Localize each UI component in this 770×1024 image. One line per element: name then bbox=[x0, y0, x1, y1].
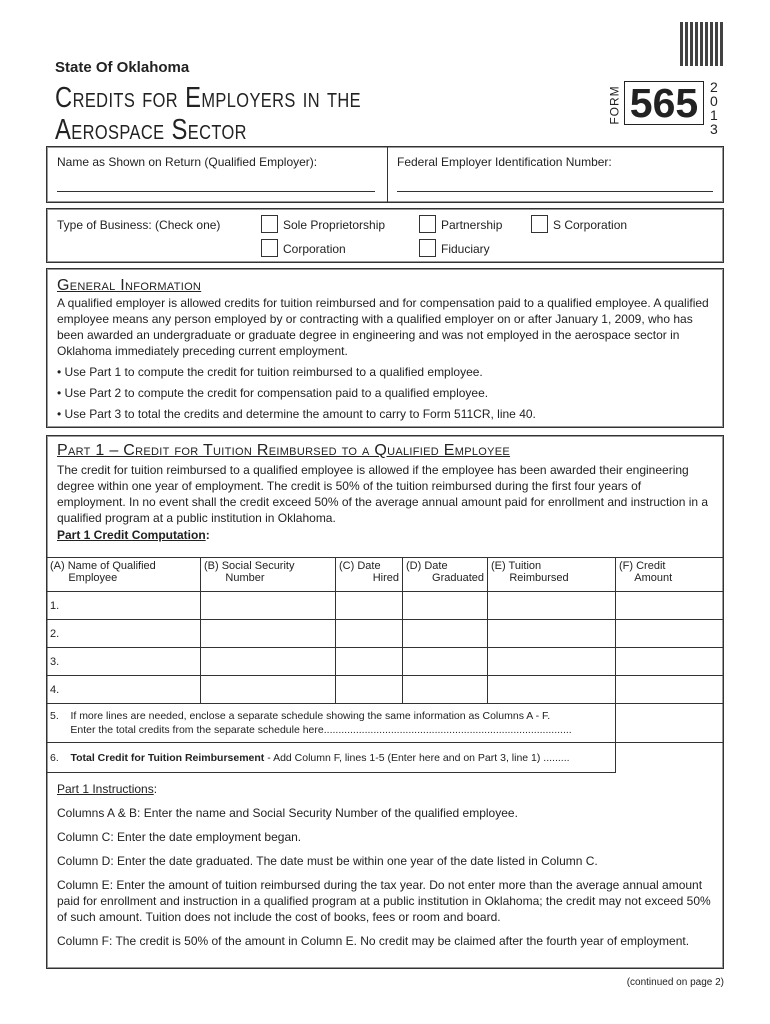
row2-ssn[interactable] bbox=[201, 620, 336, 648]
row3-graduated[interactable] bbox=[403, 648, 488, 676]
s-corporation-checkbox[interactable] bbox=[531, 215, 548, 233]
col-e-header: (E) Tuition Reimbursed bbox=[488, 558, 616, 592]
employer-name-label: Name as Shown on Return (Qualified Employer): bbox=[57, 155, 318, 169]
part1-credit-table bbox=[46, 557, 724, 773]
business-type-label: Type of Business: (Check one) bbox=[57, 218, 221, 232]
col-d-header: (D) Date Graduated bbox=[403, 558, 488, 592]
form-title-line2: Aerospace Sector bbox=[55, 114, 247, 146]
row1-ssn[interactable] bbox=[201, 592, 336, 620]
form-year: 2013 bbox=[710, 79, 718, 137]
fein-field[interactable] bbox=[397, 191, 713, 192]
row1-hired[interactable] bbox=[336, 592, 403, 620]
bullet-part2: • Use Part 2 to compute the credit for compensation paid to a qualified employee. bbox=[57, 386, 489, 400]
part1-heading: Part 1 – Credit for Tuition Reimbursed to a Qualified Employee bbox=[57, 442, 511, 459]
line6-row bbox=[47, 743, 724, 773]
line5-text: 5. If more lines are needed, enclose a separate schedule showing the same information as Columns A - F. Enter the total credits from the separate schedule here..................................................................................... bbox=[47, 704, 616, 743]
table-row bbox=[47, 592, 724, 620]
part1-instructions bbox=[57, 781, 717, 957]
instruction-columns-ab: Columns A & B: Enter the name and Social Security Number of the qualified employee. bbox=[57, 806, 518, 820]
general-information-text: A qualified employer is allowed credits for tuition reimbursed and for compensation paid to a qualified employee. A qualified employee means any person employed by or contracting with a qualified employer on or after January 1, 2009, who has been awarded an undergraduate or graduate degree in engineering and was not employed in the aerospace sector in Oklahoma immediately preceding current employment. bbox=[57, 296, 709, 358]
instruction-column-f: Column F: The credit is 50% of the amount in Column E. No credit may be claimed after the fourth year of employment. bbox=[57, 934, 690, 948]
row4-hired[interactable] bbox=[336, 676, 403, 704]
partnership-label: Partnership bbox=[441, 218, 503, 232]
partnership-checkbox[interactable] bbox=[419, 215, 436, 233]
form-number: 565 bbox=[624, 81, 704, 125]
employer-name-field[interactable] bbox=[57, 191, 375, 192]
row4-graduated[interactable] bbox=[403, 676, 488, 704]
row2-name[interactable]: 2. bbox=[47, 620, 201, 648]
row4-name[interactable]: 4. bbox=[47, 676, 201, 704]
table-row bbox=[47, 648, 724, 676]
sole-proprietorship-label: Sole Proprietorship bbox=[283, 218, 386, 232]
general-information-heading: General Information bbox=[57, 277, 202, 294]
part1-text: The credit for tuition reimbursed to a qualified employee is allowed if the employee has been awarded their engineering degree within one year of employment. The credit is 50% of the tuition reimbursed during the first four years of employment. In no event shall the credit exceed 50% of the average annual amount paid for enrollment and instruction in a qualified program at a public institution in Oklahoma. bbox=[57, 463, 709, 525]
row3-hired[interactable] bbox=[336, 648, 403, 676]
col-c-header: (C) Date Hired bbox=[336, 558, 403, 592]
qr-code bbox=[680, 22, 724, 66]
row4-credit[interactable] bbox=[616, 676, 724, 704]
row2-hired[interactable] bbox=[336, 620, 403, 648]
line5-row bbox=[47, 704, 724, 743]
line6-amount[interactable] bbox=[616, 743, 724, 773]
table-row bbox=[47, 676, 724, 704]
instruction-column-e: Column E: Enter the amount of tuition reimbursed during the tax year. Do not enter more than the average annual amount paid for enrollment and instruction in a qualified program at a public institution in Oklahoma; the credit may not exceed 50% of such amount. Tuition does not include the cost of books, fees or room and board. bbox=[57, 878, 711, 924]
fein-label: Federal Employer Identification Number: bbox=[397, 155, 612, 169]
instruction-column-d: Column D: Enter the date graduated. The date must be within one year of the date listed in Column C. bbox=[57, 854, 598, 868]
state-name: State Of Oklahoma bbox=[55, 59, 190, 76]
line5-amount[interactable] bbox=[616, 704, 724, 743]
continued-note: (continued on page 2) bbox=[626, 977, 724, 988]
form-title-line1: Credits for Employers in the bbox=[55, 82, 362, 114]
row1-graduated[interactable] bbox=[403, 592, 488, 620]
col-a-header: (A) Name of Qualified Employee bbox=[47, 558, 201, 592]
sole-proprietorship-checkbox[interactable] bbox=[261, 215, 278, 233]
instruction-column-c: Column C: Enter the date employment began. bbox=[57, 830, 302, 844]
row3-name[interactable]: 3. bbox=[47, 648, 201, 676]
row1-tuition[interactable] bbox=[488, 592, 616, 620]
instructions-heading: Part 1 Instructions: bbox=[57, 782, 158, 796]
row3-tuition[interactable] bbox=[488, 648, 616, 676]
table-row bbox=[47, 620, 724, 648]
row2-credit[interactable] bbox=[616, 620, 724, 648]
line6-text: 6. Total Credit for Tuition Reimbursement - Add Column F, lines 1-5 (Enter here and on Part 3, line 1) ......... bbox=[47, 743, 616, 773]
col-f-header: (F) Credit Amount bbox=[616, 558, 724, 592]
row3-ssn[interactable] bbox=[201, 648, 336, 676]
bullet-part3: • Use Part 3 to total the credits and determine the amount to carry to Form 511CR, line 40. bbox=[57, 407, 536, 421]
general-information-section bbox=[46, 268, 724, 428]
table-header-row bbox=[47, 558, 724, 592]
row4-ssn[interactable] bbox=[201, 676, 336, 704]
corporation-checkbox[interactable] bbox=[261, 239, 278, 257]
fiduciary-label: Fiduciary bbox=[441, 242, 490, 256]
row3-credit[interactable] bbox=[616, 648, 724, 676]
row4-tuition[interactable] bbox=[488, 676, 616, 704]
fiduciary-checkbox[interactable] bbox=[419, 239, 436, 257]
form-label: FORM bbox=[607, 85, 622, 125]
row2-tuition[interactable] bbox=[488, 620, 616, 648]
bullet-part1: • Use Part 1 to compute the credit for tuition reimbursed to a qualified employee. bbox=[57, 365, 483, 379]
part1-computation-label: Part 1 Credit Computation: bbox=[57, 528, 210, 542]
corporation-label: Corporation bbox=[283, 242, 346, 256]
col-b-header: (B) Social Security Number bbox=[201, 558, 336, 592]
row1-credit[interactable] bbox=[616, 592, 724, 620]
row1-name[interactable]: 1. bbox=[47, 592, 201, 620]
row2-graduated[interactable] bbox=[403, 620, 488, 648]
s-corporation-label: S Corporation bbox=[553, 218, 628, 232]
employer-info-box bbox=[46, 146, 724, 203]
business-type-box bbox=[46, 208, 724, 263]
